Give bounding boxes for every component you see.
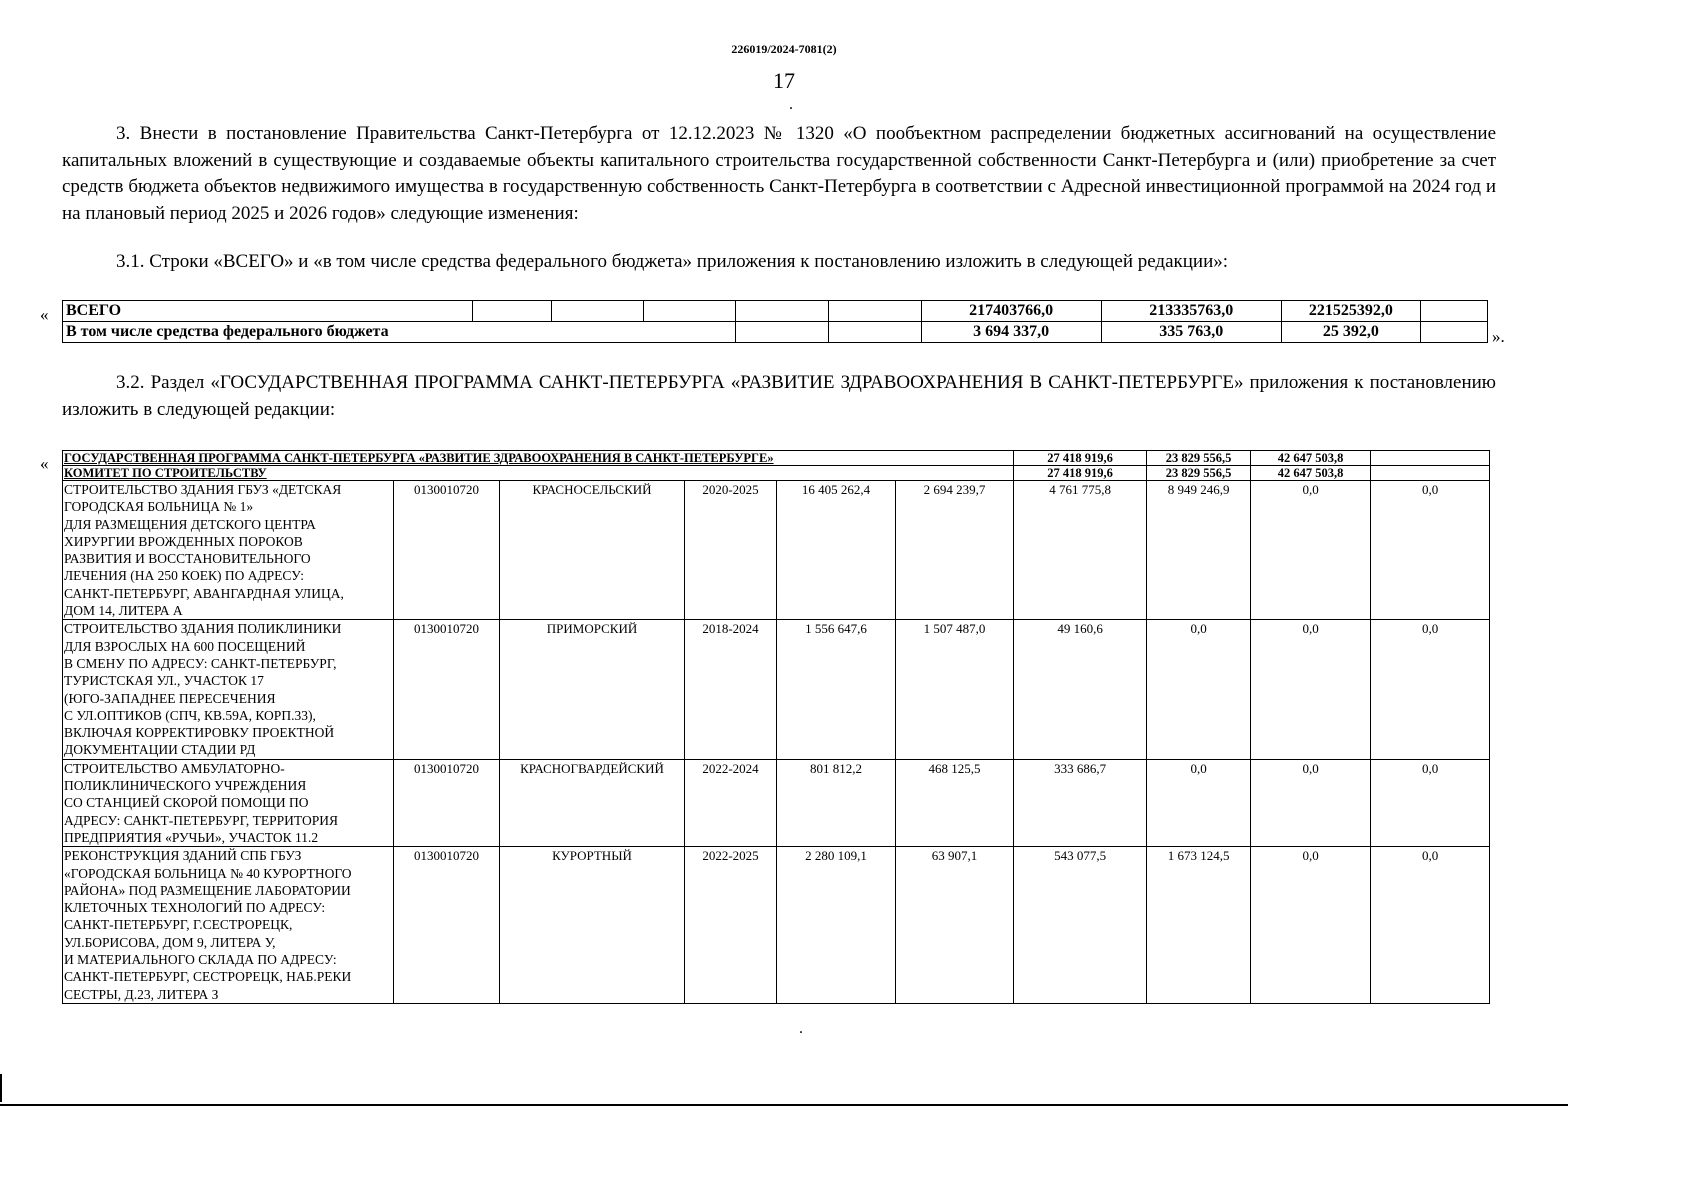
object-after: 0,0	[1371, 620, 1490, 759]
totals-row-federal	[63, 322, 1488, 343]
committee-2026: 42 647 503,8	[1251, 466, 1371, 481]
stray-dot: .	[789, 96, 793, 113]
object-2024: 49 160,6	[1014, 620, 1147, 759]
object-district: ПРИМОРСКИЙ	[500, 620, 685, 759]
paragraph-3-2-text: 3.2. Раздел «ГОСУДАРСТВЕННАЯ ПРОГРАММА САНКТ-ПЕТЕРБУРГА «РАЗВИТИЕ ЗДРАВООХРАНЕНИЯ В САНКТ-ПЕТЕРБУРГЕ» приложения к постановлению изложить в следующей редакции:	[62, 372, 1496, 420]
object-code: 0130010720	[394, 620, 500, 759]
page-edge-mark	[0, 1074, 2, 1102]
program-row	[63, 451, 1490, 466]
committee-2024: 27 418 919,6	[1014, 466, 1147, 481]
totals-federal-label: В том числе средства федерального бюджета	[63, 322, 736, 343]
object-2026: 0,0	[1251, 620, 1371, 759]
program-label: ГОСУДАРСТВЕННАЯ ПРОГРАММА САНКТ-ПЕТЕРБУРГА «РАЗВИТИЕ ЗДРАВООХРАНЕНИЯ В САНКТ-ПЕТЕРБУРГЕ»	[63, 451, 1014, 466]
object-total: 2 280 109,1	[777, 847, 896, 1004]
committee-row	[63, 466, 1490, 481]
object-prev: 1 507 487,0	[896, 620, 1014, 759]
object-name: СТРОИТЕЛЬСТВО ЗДАНИЯ ГБУЗ «ДЕТСКАЯ ГОРОДСКАЯ БОЛЬНИЦА № 1» ДЛЯ РАЗМЕЩЕНИЯ ДЕТСКОГО ЦЕНТРА ХИРУРГИИ ВРОЖДЕННЫХ ПОРОКОВ РАЗВИТИЯ И ВОССТАНОВИТЕЛЬНОГО ЛЕЧЕНИЯ (НА 250 КОЕК) ПО АДРЕСУ: САНКТ-ПЕТЕРБУРГ, АВАНГАРДНАЯ УЛИЦА, ДОМ 14, ЛИТЕРА А	[63, 481, 394, 620]
totals-table	[62, 300, 1488, 343]
totals-federal-2024: 3 694 337,0	[921, 322, 1101, 343]
object-2025: 1 673 124,5	[1147, 847, 1251, 1004]
object-2025: 0,0	[1147, 759, 1251, 846]
object-code: 0130010720	[394, 481, 500, 620]
object-2026: 0,0	[1251, 759, 1371, 846]
quote-open-2: «	[40, 454, 49, 473]
table-row	[63, 759, 1490, 846]
object-period: 2022-2024	[685, 759, 777, 846]
object-2026: 0,0	[1251, 481, 1371, 620]
paragraph-3-1: 3.1. Строки «ВСЕГО» и «в том числе средства федерального бюджета» приложения к постановлению изложить в следующей редакции»:	[116, 251, 1229, 272]
paragraph-3-text: 3. Внести в постановление Правительства Санкт-Петербурга от 12.12.2023 № 1320 «О пообъектном распределении бюджетных ассигнований на осуществление капитальных вложений в существующие и создаваемые объекты капитального строительства государственной собственности Санкт-Петербурга и (или) приобретение за счет средств бюджета объектов недвижимого имущества в государственную собственность Санкт-Петербурга в соответствии с Адресной инвестиционной программой на 2024 год и на плановый период 2025 и 2026 годов» следующие изменения:	[62, 123, 1496, 224]
object-district: КУРОРТНЫЙ	[500, 847, 685, 1004]
object-name: СТРОИТЕЛЬСТВО АМБУЛАТОРНО- ПОЛИКЛИНИЧЕСКОГО УЧРЕЖДЕНИЯ СО СТАНЦИЕЙ СКОРОЙ ПОМОЩИ ПО АДРЕСУ: САНКТ-ПЕТЕРБУРГ, ТЕРРИТОРИЯ ПРЕДПРИЯТИЯ «РУЧЬИ», УЧАСТОК 11.2	[63, 759, 394, 846]
object-code: 0130010720	[394, 759, 500, 846]
object-prev: 63 907,1	[896, 847, 1014, 1004]
stray-dot-bottom: .	[799, 1020, 803, 1037]
totals-row-all	[63, 301, 1488, 322]
object-period: 2018-2024	[685, 620, 777, 759]
object-total: 801 812,2	[777, 759, 896, 846]
program-2026: 42 647 503,8	[1251, 451, 1371, 466]
object-2025: 0,0	[1147, 620, 1251, 759]
object-after: 0,0	[1371, 847, 1490, 1004]
object-2025: 8 949 246,9	[1147, 481, 1251, 620]
object-period: 2022-2025	[685, 847, 777, 1004]
object-district: КРАСНОГВАРДЕЙСКИЙ	[500, 759, 685, 846]
document-number: 226019/2024-7081(2)	[731, 42, 837, 56]
page-number: 17	[773, 68, 795, 93]
object-prev: 2 694 239,7	[896, 481, 1014, 620]
table-row	[63, 847, 1490, 1004]
object-prev: 468 125,5	[896, 759, 1014, 846]
object-total: 16 405 262,4	[777, 481, 896, 620]
paragraph-3	[62, 121, 1496, 227]
object-2024: 543 077,5	[1014, 847, 1147, 1004]
object-period: 2020-2025	[685, 481, 777, 620]
object-code: 0130010720	[394, 847, 500, 1004]
totals-all-2024: 217403766,0	[921, 301, 1101, 322]
program-table	[62, 450, 1490, 1004]
totals-all-2025: 213335763,0	[1101, 301, 1281, 322]
object-2026: 0,0	[1251, 847, 1371, 1004]
totals-federal-2026: 25 392,0	[1281, 322, 1420, 343]
totals-all-2026: 221525392,0	[1281, 301, 1420, 322]
paragraph-3-2	[62, 370, 1496, 423]
totals-federal-2025: 335 763,0	[1101, 322, 1281, 343]
object-name: РЕКОНСТРУКЦИЯ ЗДАНИЙ СПБ ГБУЗ «ГОРОДСКАЯ БОЛЬНИЦА № 40 КУРОРТНОГО РАЙОНА» ПОД РАЗМЕЩЕНИЕ ЛАБОРАТОРИИ КЛЕТОЧНЫХ ТЕХНОЛОГИЙ ПО АДРЕСУ: САНКТ-ПЕТЕРБУРГ, Г.СЕСТРОРЕЦК, УЛ.БОРИСОВА, ДОМ 9, ЛИТЕРА У, И МАТЕРИАЛЬНОГО СКЛАДА ПО АДРЕСУ: САНКТ-ПЕТЕРБУРГ, СЕСТРОРЕЦК, НАБ.РЕКИ СЕСТРЫ, Д.23, ЛИТЕРА З	[63, 847, 394, 1004]
committee-label: КОМИТЕТ ПО СТРОИТЕЛЬСТВУ	[63, 466, 1014, 481]
table-row	[63, 620, 1490, 759]
quote-close-1: ».	[1492, 327, 1505, 346]
program-2025: 23 829 556,5	[1147, 451, 1251, 466]
object-2024: 333 686,7	[1014, 759, 1147, 846]
object-district: КРАСНОСЕЛЬСКИЙ	[500, 481, 685, 620]
program-2024: 27 418 919,6	[1014, 451, 1147, 466]
object-after: 0,0	[1371, 759, 1490, 846]
object-name: СТРОИТЕЛЬСТВО ЗДАНИЯ ПОЛИКЛИНИКИ ДЛЯ ВЗРОСЛЫХ НА 600 ПОСЕЩЕНИЙ В СМЕНУ ПО АДРЕСУ: САНКТ-ПЕТЕРБУРГ, ТУРИСТСКАЯ УЛ., УЧАСТОК 17 (ЮГО-ЗАПАДНЕЕ ПЕРЕСЕЧЕНИЯ С УЛ.ОПТИКОВ (СПЧ, КВ.59А, КОРП.33), ВКЛЮЧАЯ КОРРЕКТИРОВКУ ПРОЕКТНОЙ ДОКУМЕНТАЦИИ СТАДИИ РД	[63, 620, 394, 759]
totals-all-label: ВСЕГО	[63, 301, 473, 322]
object-total: 1 556 647,6	[777, 620, 896, 759]
page-bottom-rule	[0, 1104, 1568, 1106]
table-row	[63, 481, 1490, 620]
object-2024: 4 761 775,8	[1014, 481, 1147, 620]
quote-open-1: «	[40, 305, 49, 324]
object-after: 0,0	[1371, 481, 1490, 620]
committee-2025: 23 829 556,5	[1147, 466, 1251, 481]
